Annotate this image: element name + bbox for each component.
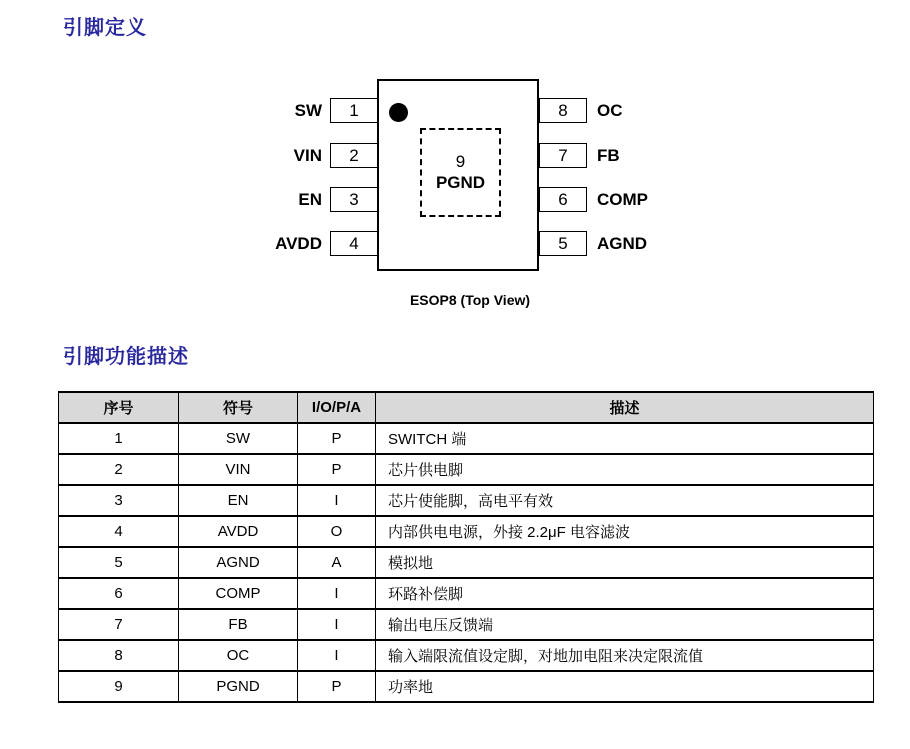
table-row (59, 454, 874, 485)
table-row (59, 423, 874, 454)
pin-box-8: 8 (539, 98, 587, 123)
pin-label-fb: FB (597, 146, 620, 165)
pin-type-cell: A (298, 547, 376, 578)
pin-type-cell: I (298, 640, 376, 671)
pin-description-cell: 模拟地 (376, 547, 874, 578)
pinout-diagram (0, 0, 910, 330)
pin-type-cell: O (298, 516, 376, 547)
table-row (59, 640, 874, 671)
package-caption: ESOP8 (Top View) (409, 292, 531, 308)
col-header-number: 序号 (59, 392, 179, 423)
table-row (59, 547, 874, 578)
pin-box-1: 1 (330, 98, 378, 123)
pin-type-cell: P (298, 454, 376, 485)
pin-number-cell: 6 (59, 578, 179, 609)
pin-type-cell: P (298, 671, 376, 702)
pin-number-cell: 5 (59, 547, 179, 578)
pin-description-cell: 内部供电电源，外接 2.2μF 电容滤波 (376, 516, 874, 547)
pin-symbol-cell: AGND (179, 547, 298, 578)
pin-number-cell: 1 (59, 423, 179, 454)
exposed-pad-number: 9 (455, 152, 466, 171)
pin-type-cell: I (298, 485, 376, 516)
table-row (59, 578, 874, 609)
col-header-iopa: I/O/P/A (298, 392, 376, 423)
table-header-row (59, 392, 874, 423)
pin-label-agnd: AGND (597, 234, 648, 253)
exposed-pad-name: PGND (435, 173, 486, 192)
pin-box-3: 3 (330, 187, 378, 212)
pin-label-comp: COMP (597, 190, 648, 209)
pin-symbol-cell: EN (179, 485, 298, 516)
pin-symbol-cell: FB (179, 609, 298, 640)
pin-function-table (58, 391, 874, 703)
pin-label-vin: VIN (293, 146, 322, 165)
pin-symbol-cell: AVDD (179, 516, 298, 547)
pin-symbol-cell: SW (179, 423, 298, 454)
pin-symbol-cell: OC (179, 640, 298, 671)
pin-number-cell: 9 (59, 671, 179, 702)
pin-box-7: 7 (539, 143, 587, 168)
pin-definition-title: 引脚定义 (63, 17, 147, 39)
pin-description-cell: 功率地 (376, 671, 874, 702)
pin-type-cell: P (298, 423, 376, 454)
pin-label-sw: SW (294, 101, 322, 120)
pin-symbol-cell: PGND (179, 671, 298, 702)
pin-number-cell: 7 (59, 609, 179, 640)
pin-number-cell: 3 (59, 485, 179, 516)
pin-box-4: 4 (330, 231, 378, 256)
pin-number-cell: 8 (59, 640, 179, 671)
table-row (59, 485, 874, 516)
pin-box-2: 2 (330, 143, 378, 168)
pin-box-6: 6 (539, 187, 587, 212)
pin-type-cell: I (298, 578, 376, 609)
exposed-pad (420, 128, 501, 217)
pin-description-cell: 芯片供电脚 (376, 454, 874, 485)
pin-label-avdd: AVDD (275, 234, 322, 253)
table-row (59, 671, 874, 702)
pin1-indicator-dot-icon (389, 103, 408, 122)
table-row (59, 516, 874, 547)
pin-symbol-cell: VIN (179, 454, 298, 485)
pin-description-cell: 输出电压反馈端 (376, 609, 874, 640)
pin-description-cell: 芯片使能脚，高电平有效 (376, 485, 874, 516)
col-header-description: 描述 (376, 392, 874, 423)
pin-description-cell: SWITCH 端 (376, 423, 874, 454)
table-row (59, 609, 874, 640)
pin-box-5: 5 (539, 231, 587, 256)
pin-description-cell: 环路补偿脚 (376, 578, 874, 609)
pin-symbol-cell: COMP (179, 578, 298, 609)
col-header-symbol: 符号 (179, 392, 298, 423)
pin-number-cell: 4 (59, 516, 179, 547)
pin-number-cell: 2 (59, 454, 179, 485)
pin-function-title: 引脚功能描述 (63, 346, 189, 368)
pin-label-oc: OC (597, 101, 623, 120)
pin-type-cell: I (298, 609, 376, 640)
pin-label-en: EN (298, 190, 322, 209)
pin-description-cell: 输入端限流值设定脚，对地加电阻来决定限流值 (376, 640, 874, 671)
